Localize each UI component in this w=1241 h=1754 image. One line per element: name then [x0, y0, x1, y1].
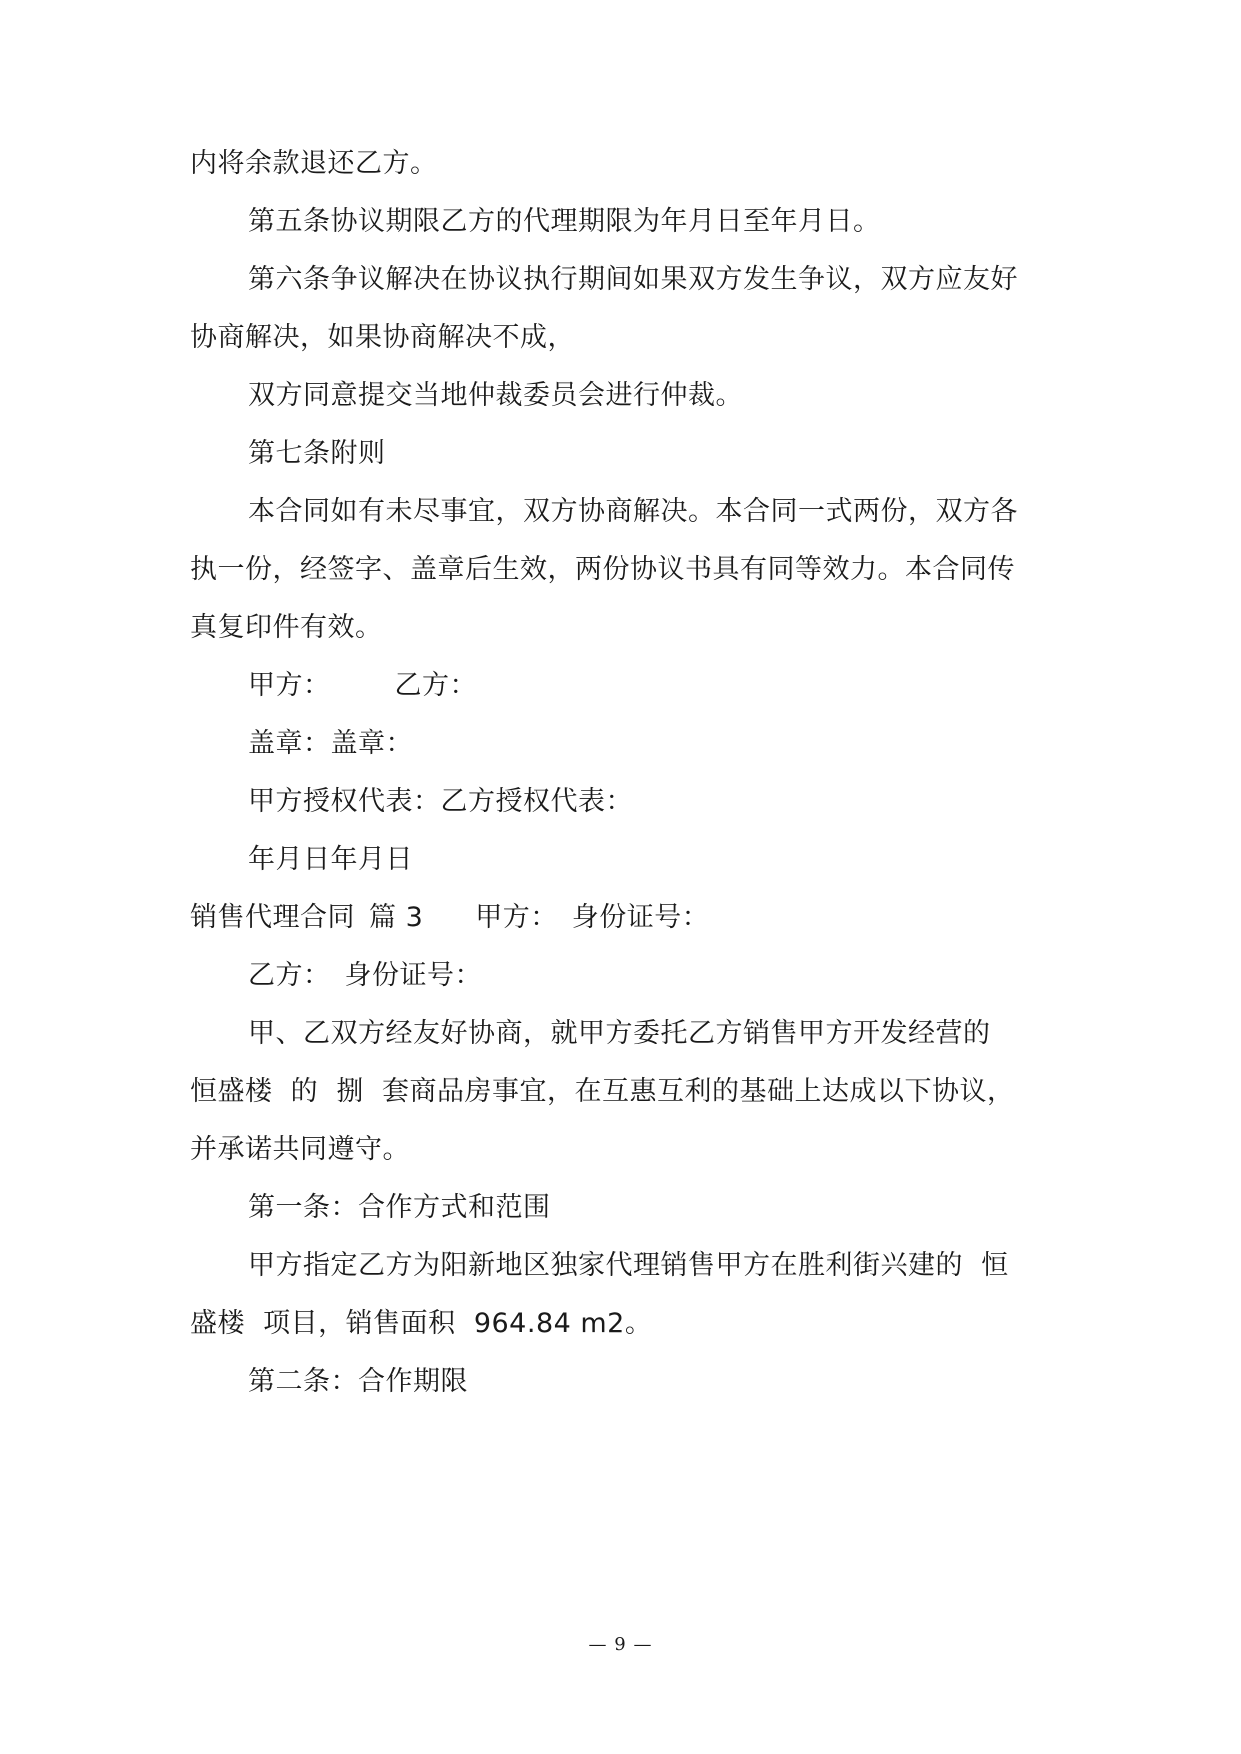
party-b-label: 乙方：	[248, 960, 331, 991]
contract-part: 篇 3	[369, 902, 424, 933]
paragraph-line: 并承诺共同遵守。	[190, 1134, 410, 1165]
seal-line: 盖章：盖章：	[248, 728, 413, 759]
paragraph-line: 执一份，经签字、盖章后生效，两份协议书具有同等效力。本合同传	[190, 554, 1015, 585]
paragraph-line: 双方同意提交当地仲裁委员会进行仲裁。	[248, 380, 743, 411]
paragraph-line: 第六条争议解决在协议执行期间如果双方发生争议，双方应友好	[248, 264, 1018, 295]
paragraph-line: 甲方指定乙方为阳新地区独家代理销售甲方在胜利街兴建的 恒	[248, 1250, 1009, 1281]
id-number-label: 身份证号：	[571, 902, 710, 933]
signature-party-line	[248, 669, 477, 703]
representative-line: 甲方授权代表：乙方授权代表：	[248, 786, 633, 817]
section-heading: 第二条：合作期限	[248, 1366, 468, 1397]
contract-title-line	[190, 901, 709, 935]
paragraph-line: 甲、乙双方经友好协商，就甲方委托乙方销售甲方开发经营的	[248, 1018, 991, 1049]
paragraph-line: 第五条协议期限乙方的代理期限为年月日至年月日。	[248, 206, 881, 237]
paragraph-line: 恒盛楼 的 捌 套商品房事宜，在互惠互利的基础上达成以下协议，	[190, 1076, 1015, 1107]
section-heading: 第一条：合作方式和范围	[248, 1192, 551, 1223]
section-heading: 第七条附则	[248, 438, 386, 469]
contract-title: 销售代理合同	[190, 902, 355, 933]
paragraph-line: 盛楼 项目，销售面积 964.84 m2。	[190, 1308, 653, 1339]
paragraph-line: 内将余款退还乙方。	[190, 148, 438, 179]
party-b-label: 乙方：	[394, 670, 477, 701]
paragraph-line: 协商解决，如果协商解决不成，	[190, 322, 575, 353]
party-a-label: 甲方：	[248, 670, 331, 701]
paragraph-line: 真复印件有效。	[190, 612, 383, 643]
page-number: — 9 —	[588, 1634, 653, 1655]
id-number-label: 身份证号：	[344, 960, 482, 991]
party-b-line	[248, 959, 482, 993]
date-line: 年月日年月日	[248, 844, 413, 875]
paragraph-line: 本合同如有未尽事宜，双方协商解决。本合同一式两份，双方各	[248, 496, 1018, 527]
party-a-label: 甲方：	[475, 902, 558, 933]
